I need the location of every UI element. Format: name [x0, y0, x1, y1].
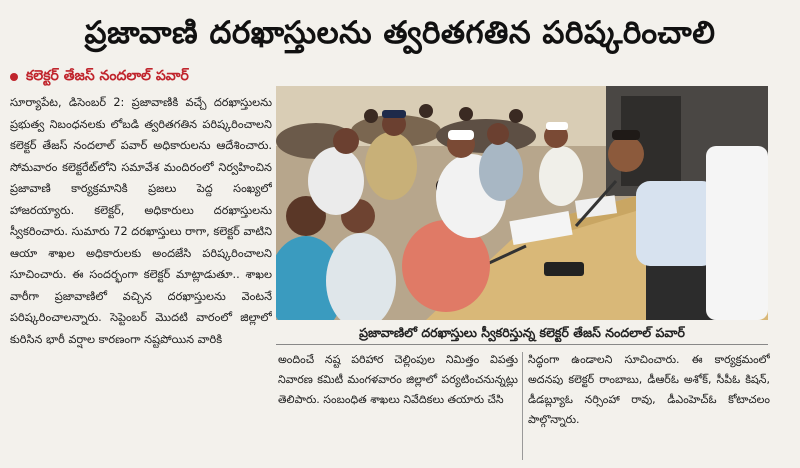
article-body-right: [528, 350, 770, 462]
article-body-left: [10, 92, 272, 462]
article-body-middle: [278, 350, 518, 462]
bullet-icon: [10, 73, 18, 81]
body-paragraph: అందించే నష్ట పరిహార చెల్లింపుల నిమిత్తం విపత్తు నివారణ కమిటీ మంగళవారం జిల్లాలో పర్యటించనున్నట్లు తెలిపారు. సంబంధిత శాఖలు నివేదికలు తయారు చేసి: [278, 353, 518, 406]
body-paragraph: సిద్ధంగా ఉండాలని సూచించారు. ఈ కార్యక్రమంలో అదనపు కలెక్టర్ రాంబాబు, డీఆర్‌ఓ అశోక్, సీపీఓ కిషన్, డీడబ్ల్యూఓ నర్సింహా రావు, డీఎంహెచ్ఓ కోటాచలం పాల్గొన్నారు.: [528, 353, 770, 426]
photo-caption: ప్రజావాణిలో దరఖాస్తులు స్వీకరిస్తున్న కలెక్టర్ తేజస్ నందలాల్ పవార్: [276, 322, 768, 345]
headline: ప్రజావాణి దరఖాస్తులను త్వరితగతిన పరిష్కరించాలి: [84, 15, 716, 51]
byline: [10, 66, 189, 88]
photo-illustration: [276, 86, 768, 320]
column-divider: [522, 352, 523, 460]
news-photo: [276, 86, 768, 320]
byline-text: కలెక్టర్ తేజస్ నందలాల్ పవార్: [26, 67, 189, 84]
body-paragraph: సూర్యాపేట, డిసెంబర్ 2: ప్రజావాణికి వచ్చే దరఖాస్తులను ప్రభుత్వ నిబంధనలకు లోబడి త్వరితగతిన పరిష్కరించాలని కలెక్టర్ తేజస్ నందలాల్ పవార్ అధికారులను ఆదేశించారు. సోమవారం కలెక్టరేట్‌లోని సమావేశ మందిరంలో నిర్వహించిన ప్రజావాణి కార్యక్రమానికి ప్రజలు పెద్ద సంఖ్యలో హాజరయ్యారు. కలెక్టర్, అధికారులు దరఖాస్తులను స్వీకరించారు. సుమారు 72 దరఖాస్తులు రాగా, కలెక్టర్ వాటిని ఆయా శాఖల అధికారులకు అందజేసి పరిష్కరించాలని సూచించారు. ఈ సందర్భంగా కలెక్టర్ మాట్లాడుతూ.. శాఖల వారీగా ప్రజావాణిలో వచ్చిన దరఖాస్తులను వెంటనే పరిష్కరించాలన్నారు. సెప్టెంబర్ మొదటి వారంలో జిల్లాలో కురిసిన భారీ వర్షాల కారణంగా నష్టపోయిన వారికి: [10, 96, 272, 346]
